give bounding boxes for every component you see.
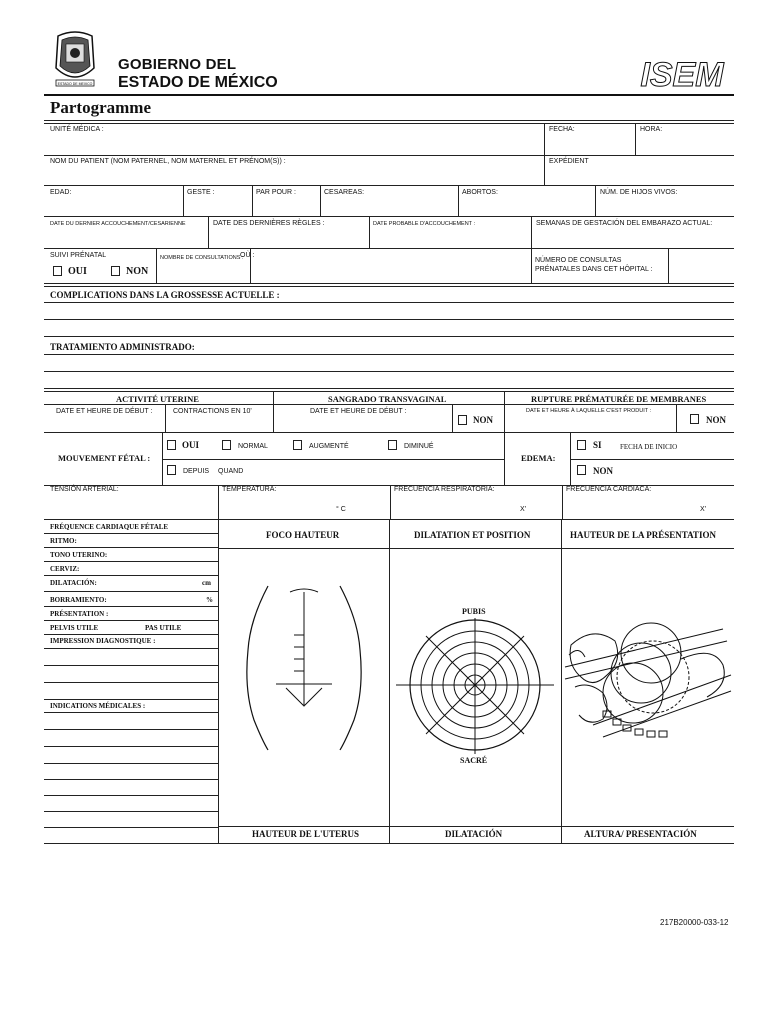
hijos-label: NÚM. DE HIJOS VIVOS: <box>600 189 678 196</box>
fetal-normal-label: NORMAL <box>238 443 268 450</box>
uterus-height-diagram <box>220 580 388 760</box>
resp-unit: X' <box>520 506 527 513</box>
fetal-quand-label: QUAND <box>218 468 244 475</box>
fetal-augmente-checkbox[interactable] <box>293 440 302 450</box>
form-title: Partogramme <box>50 98 152 117</box>
fetal-oui-checkbox[interactable] <box>167 440 176 450</box>
cardiac-unit: X' <box>700 506 707 513</box>
unit-label: UNITÉ MÉDICA : <box>50 126 104 133</box>
pubis-label: PUBIS <box>462 607 486 616</box>
sacre-label: SACRÉ <box>460 756 488 765</box>
uterine-activity-title: ACTIVITÉ UTERINE <box>116 394 199 404</box>
bleeding-title: SANGRADO TRANSVAGINAL <box>328 394 447 404</box>
fetal-diminue-checkbox[interactable] <box>388 440 397 450</box>
tension-label: TENSIÓN ARTERIAL: <box>50 486 119 493</box>
fcf-label: FRÉQUENCE CARDIAQUE FÉTALE <box>50 523 169 531</box>
treatment-label: TRATAMIENTO ADMINISTRADO: <box>50 342 195 352</box>
presentation-height-diagram <box>563 615 733 750</box>
uterine-start-label: DATE ET HEURE DE DÉBUT : <box>56 408 153 415</box>
temp-label: TEMPERATURA: <box>222 486 277 493</box>
consult-label: NOMBRE DE CONSULTATIONS : <box>160 255 244 261</box>
bleeding-start-label: DATE ET HEURE DE DÉBUT : <box>310 408 407 415</box>
dilatacion-label: DILATACIÓN: <box>50 579 97 587</box>
patient-label: NOM DU PATIENT (NOM PATERNEL, NOM MATERNEL ET PRÉNOM(S)) : <box>50 158 286 165</box>
impression-label: IMPRESSION DIAGNOSTIQUE : <box>50 637 156 645</box>
indications-label: INDICATIONS MÉDICALES : <box>50 702 146 710</box>
suivi-non-label: NON <box>126 266 149 277</box>
fetal-augmente-label: AUGMENTÉ <box>309 443 349 450</box>
rupture-title: RUPTURE PRÉMATURÉE DE MEMBRANES <box>531 394 707 404</box>
cesareas-label: CESAREAS: <box>324 189 365 196</box>
edema-si-label: SI <box>593 440 602 450</box>
expedient-label: EXPÉDIENT <box>549 158 589 165</box>
fecha-label: FECHA: <box>549 126 575 133</box>
gov-line-2: ESTADO DE MÉXICO <box>118 74 278 91</box>
pct-unit: % <box>206 596 213 604</box>
edema-si-checkbox[interactable] <box>577 440 586 450</box>
contractions-label: CONTRACTIONS EN 10' <box>173 408 252 415</box>
ritmo-label: RITMO: <box>50 537 77 545</box>
ou-label: OÙ : <box>240 252 255 259</box>
dilat-position-title: DILATATION ET POSITION <box>414 530 531 540</box>
consult-here-line2: PRÉNATALES DANS CET HÔPITAL : <box>535 266 653 273</box>
dilatacion-caption: DILATACIÓN <box>445 829 503 839</box>
abortos-label: ABORTOS: <box>462 189 498 196</box>
hauteur-presentation-title: HAUTEUR DE LA PRÉSENTATION <box>570 530 716 540</box>
rupture-non-label: NON <box>706 415 726 425</box>
last-period-label: DATE DES DERNIÈRES RÈGLES : <box>213 220 325 227</box>
cm-unit: cm <box>202 579 211 587</box>
fetal-depuis-checkbox[interactable] <box>167 465 176 475</box>
suivi-non-checkbox[interactable] <box>111 266 120 276</box>
pelvis-utile-label: PELVIS UTILE <box>50 624 99 632</box>
probable-label: DATE PROBABLE D'ACCOUCHEMENT : <box>373 221 476 227</box>
presentation-label: PRÉSENTATION : <box>50 610 109 618</box>
edad-label: EDAD: <box>50 189 72 196</box>
uterus-height-caption: HAUTEUR DE L'UTERUS <box>252 829 360 839</box>
suivi-oui-checkbox[interactable] <box>53 266 62 276</box>
hora-label: HORA: <box>640 126 663 133</box>
borramiento-label: BORRAMIENTO: <box>50 596 107 604</box>
state-seal <box>50 28 100 90</box>
consult-here-line1: NÚMERO DE CONSULTAS <box>535 257 622 264</box>
weeks-label: SEMANAS DE GESTACIÓN DEL EMBARAZO ACTUAL: <box>536 220 713 227</box>
dilatation-diagram <box>392 600 558 770</box>
edema-non-checkbox[interactable] <box>577 465 586 475</box>
edema-fecha-label: FECHA DE INICIO <box>620 443 678 451</box>
altura-caption: ALTURA/ PRESENTACIÓN <box>584 829 697 839</box>
edema-label: EDEMA: <box>521 453 556 463</box>
fetal-oui-label: OUI <box>182 440 200 450</box>
bleeding-non-label: NON <box>473 415 493 425</box>
rupture-when-label: DATE ET HEURE À LAQUELLE C'EST PRODUIT : <box>526 408 652 414</box>
temp-unit: ° C <box>336 506 346 513</box>
cerviz-label: CERVIZ: <box>50 565 80 573</box>
bleeding-non-checkbox[interactable] <box>458 415 467 425</box>
fetal-normal-checkbox[interactable] <box>222 440 231 450</box>
fetal-movement-label: MOUVEMENT FÉTAL : <box>58 453 151 463</box>
geste-label: GESTE : <box>187 189 215 196</box>
fetal-diminue-label: DIMINUÉ <box>404 443 434 450</box>
gov-line-1: GOBIERNO DEL <box>118 56 237 73</box>
suivi-label: SUIVI PRÉNATAL <box>50 252 107 259</box>
last-delivery-label: DATE DU DERNIER ACCOUCHEMENT/CESARIENNE <box>50 221 186 227</box>
tono-label: TONO UTERINO: <box>50 551 108 559</box>
rupture-non-checkbox[interactable] <box>690 414 699 424</box>
cardiac-label: FRECUENCIA CARDIACA: <box>566 486 652 493</box>
header-rule <box>44 94 734 96</box>
pas-utile-label: PAS UTILE <box>145 624 182 632</box>
form-code: 217B20000-033-12 <box>660 918 729 927</box>
edema-non-label: NON <box>593 466 613 476</box>
foco-title: FOCO HAUTEUR <box>266 530 340 540</box>
isem-logo <box>628 56 736 92</box>
seal-text: ESTADO DE MEXICO <box>57 82 93 86</box>
brand-text: ISEM <box>640 56 724 92</box>
complications-label: COMPLICATIONS DANS LA GROSSESSE ACTUELLE : <box>50 290 280 300</box>
suivi-oui-label: OUI <box>68 266 87 277</box>
fetal-depuis-label: DEPUIS <box>183 468 210 475</box>
parpour-label: PAR POUR : <box>256 189 296 196</box>
resp-label: FRECUENCIA RESPIRATORIA: <box>394 486 495 493</box>
